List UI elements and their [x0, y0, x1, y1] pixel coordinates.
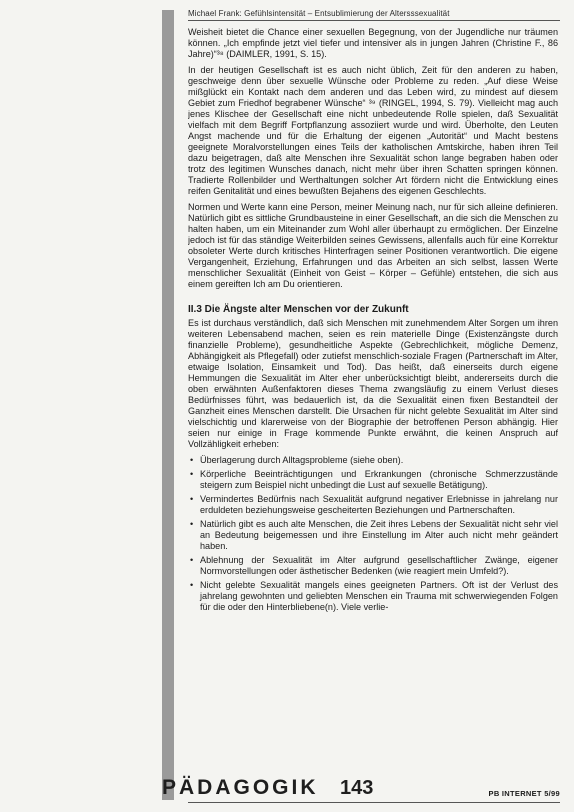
list-item: • Überlagerung durch Alltagsprobleme (siehe oben). — [200, 455, 558, 466]
bullet-list — [188, 455, 558, 613]
footer-rule — [188, 802, 560, 803]
sidebar-bar — [162, 10, 174, 800]
issue-label: PB INTERNET 5/99 — [488, 789, 560, 798]
paragraph-4: Es ist durchaus verständlich, daß sich Menschen mit zunehmendem Alter Sorgen um ihren weiteren Lebensabend machen, seien es rein materielle Dinge (Existenzängste durch finanzielle Probleme), gesundheitliche Aspekte (Gebrechlichkeit, mögliche Demenz, Abhängigkeit als Pflegefall) oder zutiefst menschlich-soziale Fragen (Partnerschaft im Alter, etwaige Isolation, Einsamkeit und Tod). Das heißt, daß einerseits durch eigene Hemmungen die Sexualität im Alter eher unberücksichtigt bleibt, andererseits durch die oben erwähnten Außenfaktoren dieses Thema zwangsläufig zu einem Verlust dieses Bedürfnisses führt, was bedauerlich ist, da die Sexualität einen fixen Bestandteil der Ganzheit eines Menschen darstellt. Die Ursachen für nicht gelebte Sexualität im Alter sind vielschichtig und klarerweise von der Biographie der betroffenen Person abhängig. Hier seien nur einige in Frage kommende Punkte erwähnt, die keinen Anspruch auf Vollzähligkeit erheben: — [188, 318, 558, 449]
running-header: Michael Frank: Gefühlsintensität – Entsublimierung der Altersssexualität — [188, 9, 450, 18]
paragraph-3: Normen und Werte kann eine Person, meiner Meinung nach, nur für sich alleine definieren. Natürlich gibt es sittliche Grundbausteine in einer Gesellschaft, an die sich die Menschen zu halten haben, um ein Miteinander zum Wohl aller überhaupt zu ermöglichen. Der Einzelne jedoch ist für das ständige Weiterbilden seines Gewissens, allenfalls auch für eine Korrektur obsoleter Werte durch kritisches Hinterfragen seiner Positionen verantwortlich. Die eigene Vergangenheit, Erziehung, Erfahrungen und das Arbeiten an sich selbst, lassen Werte menschlicher Sexualität (Einheit von Geist – Körper – Gefühle) entstehen, die sich aus einem gereiften Ich am Du orientieren. — [188, 202, 558, 289]
list-item: • Vermindertes Bedürfnis nach Sexualität aufgrund negativer Erlebnisse in jahrelang nur erduldeten beziehungsweise gescheiterten Beziehungen und Partnerschaften. — [200, 494, 558, 516]
page-number: 143 — [340, 777, 374, 799]
list-item: • Ablehnung der Sexualität im Alter aufgrund gesellschaftlicher Zwänge, eigener Normvorstellungen oder ästhetischer Bedenken (wie reagiert mein Umfeld?). — [200, 555, 558, 577]
journal-logo: PÄDAGOGIK — [162, 776, 319, 799]
list-item: • Nicht gelebte Sexualität mangels eines geeigneten Partners. Oft ist der Verlust des jahrelang gewohnten und geliebten Menschen ein Trauma mit schwerwiegenden Folgen für die oder den Hinterbliebene(n). Viele verlie- — [200, 580, 558, 613]
paragraph-1: Weisheit bietet die Chance einer sexuellen Begegnung, von der Jugendliche nur träumen können. „Ich empfinde jetzt viel tiefer und intensiver als in jungen Jahren (Christine F., 86 Jahre)“³⁸ (DAIMLER, 1991, S. 15). — [188, 27, 558, 59]
section-heading: II.3 Die Ängste alter Menschen vor der Zukunft — [188, 304, 409, 315]
list-item: • Körperliche Beeinträchtigungen und Erkrankungen (chronische Schmerzzustände steigern zum Beispiel nicht unbedingt die Lust auf sexuelle Betätigung). — [200, 469, 558, 491]
list-item: • Natürlich gibt es auch alte Menschen, die Zeit ihres Lebens der Sexualität nicht sehr viel an Bedeutung beigemessen und ihre Einstellung im Alter auch nicht mehr geändert haben. — [200, 519, 558, 552]
article-body — [188, 27, 558, 771]
paragraph-2: In der heutigen Gesellschaft ist es auch nicht üblich, Zeit für den anderen zu haben, geschweige denn über sexuelle Wünsche oder Probleme zu reden. „Auf diese Weise mißglückt ein Kontakt nach dem anderen und das Leben wird, zu mindest auf diesem Gebiet zum Friedhof begrabener Wünsche“ ³⁹ (RINGEL, 1994, S. 79). Vielleicht mag auch jenes Klischee der Gesellschaft eine nicht unbedeutende Rolle spielen, daß Sexualität vielfach mit dem Begriff Fortpflanzung assoziiert wurde und wird. Überholte, den Leuten Angst machende und für die Erhaltung der eigenen „Autorität“ und Macht bestens geeignete Moralvorstellungen eines Teils der katholischen Amtskirche, haben ihren Teil dazu beigetragen, daß alte Menschen ihre Sexualität schon lange begraben haben oder trotz des legitimen Wunsches danach, nicht mehr über ihren Schatten springen können. Tradierte Rollenbilder und Werthaltungen solcher Art fördern nicht die Entwicklung eines reifen Genitalität und eines bewußten Bejahens des eigenen Geschlechts. — [188, 65, 558, 196]
header-rule — [188, 20, 560, 21]
